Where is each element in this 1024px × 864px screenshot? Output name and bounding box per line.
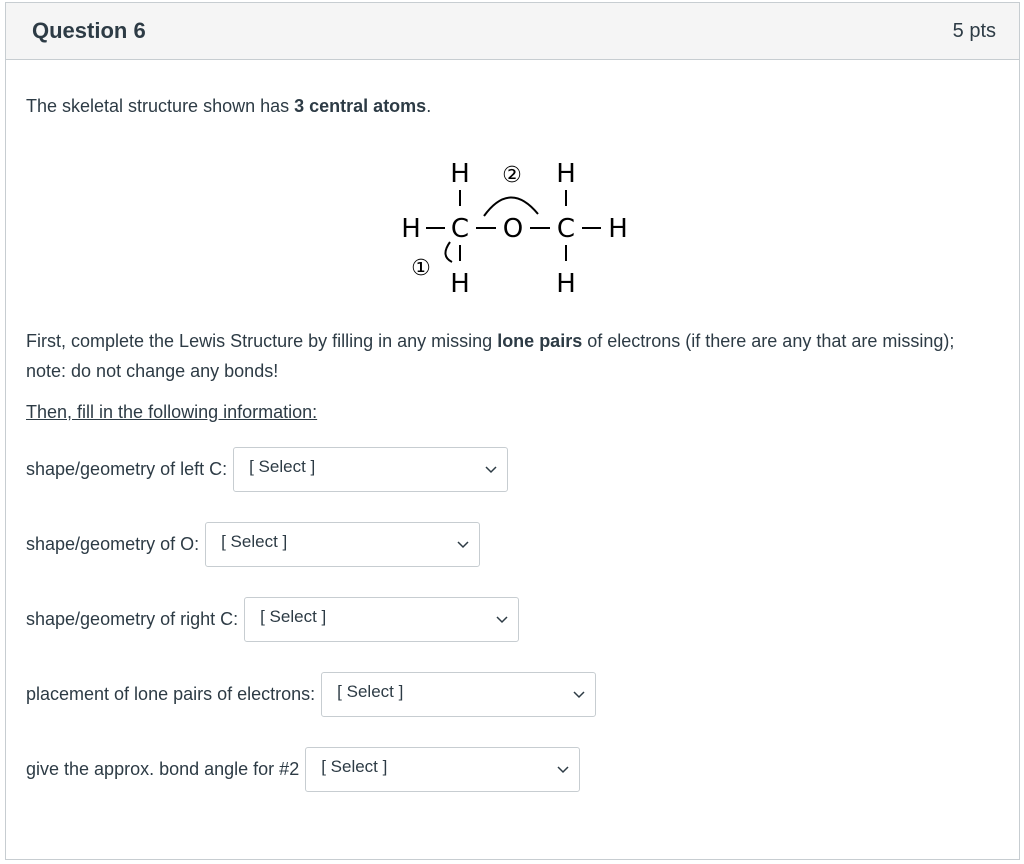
atom-o: O <box>502 214 524 244</box>
select-lone-pairs[interactable] <box>321 672 596 717</box>
question-card <box>5 2 1020 860</box>
select-value: [ Select ] <box>260 606 327 626</box>
angle-label-2: ② <box>502 163 522 188</box>
field-right-c <box>26 597 519 642</box>
angle-arc-1 <box>445 242 452 262</box>
select-o[interactable] <box>205 522 480 567</box>
atom-h-top-left: H <box>450 159 470 189</box>
atom-h-left: H <box>401 214 421 244</box>
angle-label-1: ① <box>411 256 431 281</box>
select-left-c[interactable] <box>233 447 508 492</box>
atom-c-right: C <box>556 214 576 244</box>
atom-h-top-right: H <box>556 159 576 189</box>
fill-in-instruction: Then, fill in the following information: <box>26 402 318 422</box>
question-points: 5 pts <box>952 19 996 42</box>
chevron-down-icon <box>457 541 469 549</box>
question-header <box>6 3 1019 60</box>
field-label-left-c: shape/geometry of left C: <box>26 459 228 479</box>
select-bond-angle[interactable] <box>305 747 580 792</box>
field-left-c <box>26 447 508 492</box>
intro-text <box>26 96 431 117</box>
field-label-bond-angle: give the approx. bond angle for #2 <box>26 759 300 779</box>
skeletal-structure-diagram <box>388 150 638 300</box>
instruction-paragraph <box>26 326 986 386</box>
chevron-down-icon <box>573 691 585 699</box>
field-o <box>26 522 480 567</box>
instruction-text-b: of electrons (if there are any that are missing); note: do not change any bonds! <box>26 331 955 381</box>
chevron-down-icon <box>496 616 508 624</box>
field-label-lone-pairs: placement of lone pairs of electrons: <box>26 684 316 704</box>
select-right-c[interactable] <box>244 597 519 642</box>
instruction-bold: lone pairs <box>497 331 583 351</box>
chevron-down-icon <box>557 766 569 774</box>
question-title: Question 6 <box>32 18 146 43</box>
field-label-right-c: shape/geometry of right C: <box>26 609 239 629</box>
atom-h-right: H <box>608 214 628 244</box>
field-bond-angle <box>26 747 580 792</box>
select-value: [ Select ] <box>337 681 404 701</box>
instruction-text-a: First, complete the Lewis Structure by filling in any missing <box>26 331 498 351</box>
atom-h-bottom-right: H <box>556 269 576 299</box>
atom-h-bottom-left: H <box>450 269 470 299</box>
field-lone-pairs <box>26 672 596 717</box>
select-value: [ Select ] <box>249 456 316 476</box>
intro-after: . <box>426 96 432 116</box>
atom-c-left: C <box>450 214 470 244</box>
field-label-o: shape/geometry of O: <box>26 534 200 554</box>
chevron-down-icon <box>485 466 497 474</box>
intro-before: The skeletal structure shown has <box>26 96 295 116</box>
select-value: [ Select ] <box>321 756 388 776</box>
intro-bold: 3 central atoms <box>294 96 427 116</box>
select-value: [ Select ] <box>221 531 288 551</box>
